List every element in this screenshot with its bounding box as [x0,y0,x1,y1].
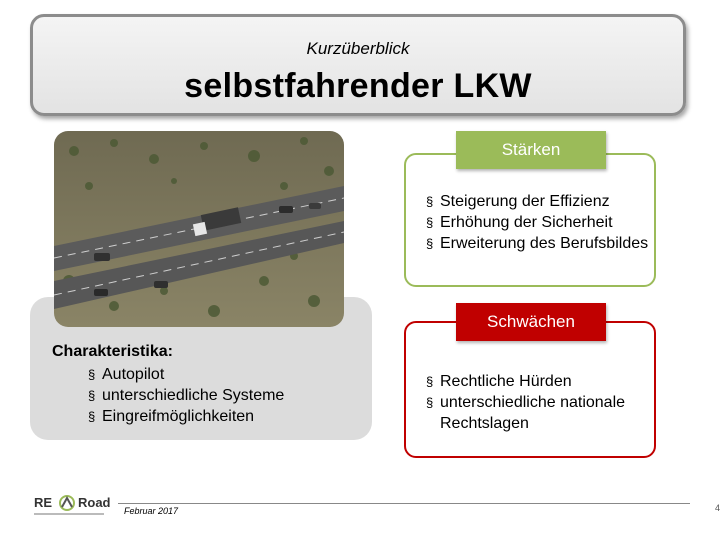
title-box [30,14,686,116]
logo-underline [34,513,104,515]
footer-bar [118,503,690,520]
highway-trucks-photo [54,131,344,327]
logo-text-left: RE [34,495,53,510]
strengths-panel [404,153,656,287]
page-number: 4 [714,503,720,513]
characteristics-item: § Autopilot [88,364,284,385]
characteristics-item: § unterschiedliche Systeme [88,385,284,406]
weaknesses-list [426,371,652,434]
strengths-list [426,191,652,254]
weaknesses-label: Schwächen [456,303,606,341]
strengths-item: § Steigerung der Effizienz [426,191,652,212]
slide-subtitle: Kurzüberblick [306,39,410,58]
strengths-label: Stärken [456,131,606,169]
company-logo [34,494,110,518]
weaknesses-item: § unterschiedliche nationale Rechtslagen [426,392,652,434]
logo-text-right: Road [78,495,111,510]
weaknesses-panel [404,321,656,458]
strengths-item: § Erhöhung der Sicherheit [426,212,652,233]
strengths-item: § Erweiterung des Berufsbildes [426,233,652,254]
slide-title: selbstfahrender LKW [184,67,532,105]
characteristics-title: Charakteristika: [52,343,173,360]
logo-mark-icon [56,494,78,512]
footer-date: Februar 2017 [124,506,179,516]
characteristics-list [88,364,284,427]
weaknesses-item: § Rechtliche Hürden [426,371,652,392]
characteristics-item: § Eingreifmöglichkeiten [88,406,284,427]
